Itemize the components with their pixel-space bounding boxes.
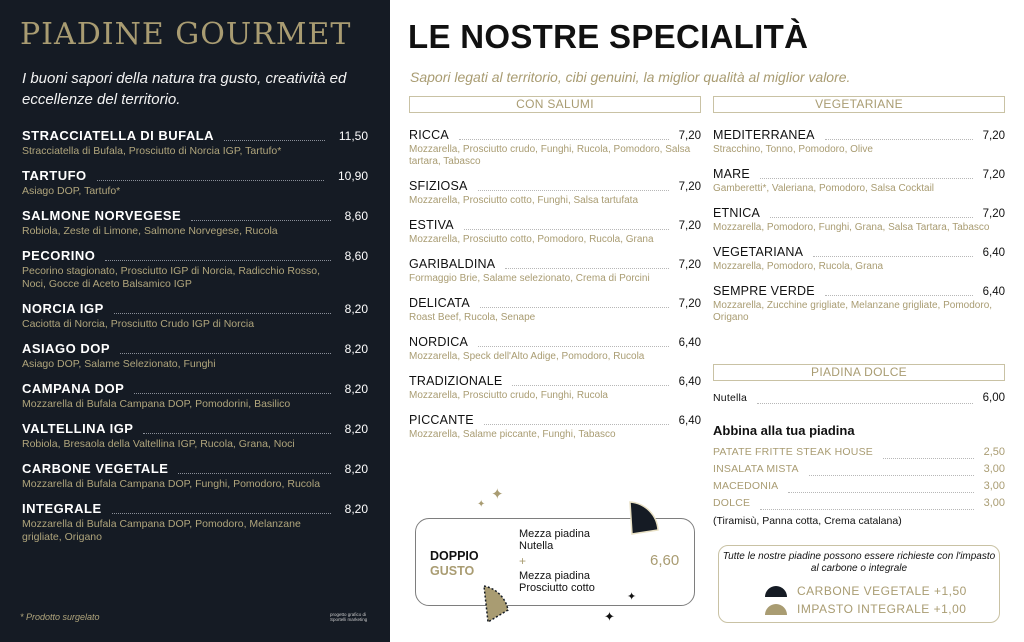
dot-leader <box>788 492 973 493</box>
dot-leader <box>757 403 973 404</box>
menu-item-row <box>22 381 368 398</box>
item-price: 3,00 <box>983 497 1005 509</box>
item-price: 8,20 <box>344 342 368 356</box>
item-ingredients: Mozzarella, Prosciutto crudo, Funghi, Rucola <box>409 390 608 401</box>
menu-item-row <box>22 168 368 185</box>
item-ingredients: Mozzarella di Bufala Campana DOP, Pomodorini, Basilico <box>22 398 291 410</box>
half-1-line-2: Nutella <box>519 540 554 552</box>
menu-item-row <box>409 335 701 351</box>
sparkle-icon: ✦ <box>604 610 615 625</box>
menu-item-row <box>409 128 701 144</box>
menu-item <box>409 218 701 246</box>
section-heading-piadina-dolce: PIADINA DOLCE <box>713 364 1005 381</box>
gusto-label: GUSTO <box>430 564 475 578</box>
menu-item <box>22 128 368 158</box>
dot-leader <box>134 393 330 394</box>
menu-item-row <box>409 218 701 234</box>
menu-item-row <box>409 257 701 273</box>
item-name: ETNICA <box>713 206 761 220</box>
item-name: DOLCE <box>713 497 751 509</box>
menu-item <box>22 381 368 411</box>
menu-item <box>713 206 1005 234</box>
item-name: PECORINO <box>22 248 96 263</box>
item-price: 11,50 <box>338 129 368 143</box>
item-price: 10,90 <box>337 169 368 183</box>
vegetariane-list <box>713 128 1005 335</box>
menu-item-row <box>22 248 368 265</box>
item-ingredients: Caciotta di Norcia, Prosciutto Crudo IGP di Norcia <box>22 318 255 330</box>
item-name: CARBONE VEGETALE <box>22 461 169 476</box>
item-price: 3,00 <box>983 480 1005 492</box>
item-name: SFIZIOSA <box>409 179 468 193</box>
menu-item <box>409 335 701 363</box>
item-ingredients: Mozzarella di Bufala Campana DOP, Pomodoro, Melanzane grigliate, Origano <box>22 518 301 543</box>
item-price: 6,40 <box>982 286 1005 298</box>
item-ingredients: Robiola, Bresaola della Valtellina IGP, Rucola, Grana, Noci <box>22 438 295 450</box>
item-ingredients: Roast Beef, Rucola, Senape <box>409 312 536 323</box>
item-price: 8,20 <box>344 382 368 396</box>
item-ingredients: Mozzarella, Speck dell'Alto Adige, Pomodoro, Rucola <box>409 351 645 362</box>
dot-leader <box>464 229 669 230</box>
menu-item-nutella <box>713 392 1005 408</box>
menu-item-row <box>713 206 1005 222</box>
item-name: VALTELLINA IGP <box>22 421 134 436</box>
menu-item <box>22 301 368 331</box>
menu-item-row <box>22 128 368 145</box>
dough-option-integrale <box>765 602 966 616</box>
item-ingredients: Stracciatella di Bufala, Prosciutto di Norcia IGP, Tartufo* <box>22 145 282 157</box>
menu-item-row <box>713 128 1005 144</box>
item-name: INTEGRALE <box>22 501 102 516</box>
dot-leader <box>480 307 669 308</box>
item-price: 7,20 <box>982 130 1005 142</box>
item-price: 8,20 <box>344 502 368 516</box>
item-price: 8,60 <box>344 249 368 263</box>
item-ingredients: Mozzarella, Salame piccante, Funghi, Tabasco <box>409 429 616 440</box>
dot-leader <box>512 385 668 386</box>
pairings-list <box>713 446 1005 527</box>
item-name: MEDITERRANEA <box>713 128 815 142</box>
menu-item <box>22 421 368 451</box>
item-name: ASIAGO DOP <box>22 341 111 356</box>
gourmet-menu-list <box>22 128 368 554</box>
sparkle-icon: ✦ <box>477 499 486 510</box>
item-name: ESTIVA <box>409 218 454 232</box>
menu-item <box>713 128 1005 156</box>
item-name: NORDICA <box>409 335 469 349</box>
dot-leader <box>224 140 325 141</box>
dot-leader <box>478 190 669 191</box>
menu-item-row <box>409 296 701 312</box>
design-credit: progetto grafico di Sportelli marketing <box>330 612 368 622</box>
frozen-product-footnote: * Prodotto surgelato <box>20 612 100 622</box>
menu-item <box>22 208 368 238</box>
item-price: 6,40 <box>678 337 701 349</box>
menu-item <box>409 413 701 441</box>
menu-item-row <box>22 421 368 438</box>
dot-leader <box>97 180 324 181</box>
item-ingredients: Robiola, Zeste di Limone, Salmone Norvegese, Rucola <box>22 225 278 237</box>
menu-item-row <box>713 167 1005 183</box>
item-price: 6,00 <box>982 392 1005 404</box>
item-ingredients: Mozzarella, Pomodoro, Rucola, Grana <box>713 261 884 272</box>
dot-leader <box>143 433 330 434</box>
menu-item <box>22 248 368 291</box>
dot-leader <box>809 475 974 476</box>
item-name: PATATE FRITTE STEAK HOUSE <box>713 446 873 458</box>
item-name: SALMONE NORVEGESE <box>22 208 182 223</box>
pairing-item <box>713 446 1005 463</box>
menu-item <box>713 245 1005 273</box>
half-2-line-1: Mezza piadina <box>519 570 590 582</box>
doppio-gusto-title <box>430 549 479 579</box>
item-name: STRACCIATELLA DI BUFALA <box>22 128 215 143</box>
item-ingredients: Gamberetti*, Valeriana, Pomodoro, Salsa Cocktail <box>713 183 935 194</box>
half-1-line-1: Mezza piadina <box>519 528 590 540</box>
menu-item <box>409 257 701 285</box>
item-price: 7,20 <box>678 220 701 232</box>
pairings-title: Abbina alla tua piadina <box>713 423 855 438</box>
dot-leader <box>825 295 973 296</box>
con-salumi-list <box>409 128 701 452</box>
item-price: 6,40 <box>678 415 701 427</box>
item-name: Nutella <box>713 392 748 404</box>
item-name: TRADIZIONALE <box>409 374 503 388</box>
item-name: NORCIA IGP <box>22 301 104 316</box>
menu-item <box>409 179 701 207</box>
item-price: 3,00 <box>983 463 1005 475</box>
dot-leader <box>112 513 331 514</box>
menu-item-row <box>22 301 368 318</box>
doppio-gusto-price: 6,60 <box>650 552 680 569</box>
sparkle-icon: ✦ <box>627 590 637 603</box>
pairing-item <box>713 497 1005 514</box>
menu-item-row <box>22 208 368 225</box>
dough-options-text: Tutte le nostre piadine possono essere richieste con l'impasto al carbone o integrale <box>722 551 996 574</box>
item-price: 6,40 <box>982 247 1005 259</box>
pairing-item <box>713 480 1005 497</box>
menu-item-row <box>409 179 701 195</box>
item-name: GARIBALDINA <box>409 257 496 271</box>
item-name: CAMPANA DOP <box>22 381 125 396</box>
half-2-line-2: Prosciutto cotto <box>519 582 595 594</box>
piadina-slice-dark-icon <box>626 500 660 536</box>
item-ingredients: Stracchino, Tonno, Pomodoro, Olive <box>713 144 873 155</box>
dot-leader <box>191 220 330 221</box>
item-ingredients: Mozzarella, Prosciutto cotto, Pomodoro, Rucola, Grana <box>409 234 654 245</box>
item-price: 7,20 <box>678 298 701 310</box>
specialties-title: LE NOSTRE SPECIALITÀ <box>408 18 809 55</box>
item-price: 2,50 <box>983 446 1005 458</box>
item-price: 8,20 <box>344 462 368 476</box>
item-ingredients: Mozzarella, Prosciutto cotto, Funghi, Salsa tartufata <box>409 195 638 206</box>
item-name: INSALATA MISTA <box>713 463 799 475</box>
item-name: DELICATA <box>409 296 470 310</box>
item-price: 8,60 <box>344 209 368 223</box>
item-name: TARTUFO <box>22 168 87 183</box>
item-price: 7,20 <box>678 181 701 193</box>
option-label: IMPASTO INTEGRALE +1,00 <box>797 602 967 616</box>
menu-item <box>409 374 701 402</box>
item-ingredients: Formaggio Brie, Salame selezionato, Crema di Porcini <box>409 273 650 284</box>
item-price: 8,20 <box>344 302 368 316</box>
sparkle-icon: ✦ <box>491 485 504 503</box>
item-name: RICCA <box>409 128 449 142</box>
menu-item-row <box>409 374 701 390</box>
item-ingredients: Asiago DOP, Tartufo* <box>22 185 121 197</box>
menu-item-row <box>409 413 701 429</box>
dot-leader <box>770 217 973 218</box>
charcoal-dough-icon <box>765 586 787 597</box>
menu-item-row <box>22 341 368 358</box>
piadina-slice-gold-icon <box>476 584 510 624</box>
item-name: PICCANTE <box>409 413 474 427</box>
item-name: VEGETARIANA <box>713 245 804 259</box>
menu-item <box>22 341 368 371</box>
dot-leader <box>760 178 973 179</box>
menu-item <box>22 461 368 491</box>
specialties-subtitle: Sapori legati al territorio, cibi genuini, la miglior qualità al miglior valore. <box>410 69 851 85</box>
dot-leader <box>505 268 668 269</box>
item-price: 6,40 <box>678 376 701 388</box>
option-label: CARBONE VEGETALE +1,50 <box>797 584 967 598</box>
menu-item-row <box>22 461 368 478</box>
menu-item <box>409 128 701 168</box>
item-price: 7,20 <box>982 208 1005 220</box>
menu-item <box>22 168 368 198</box>
item-price: 8,20 <box>344 422 368 436</box>
item-ingredients: Mozzarella, Prosciutto crudo, Funghi, Rucola, Pomodoro, Salsa tartara, Tabasco <box>409 144 691 167</box>
pairing-item <box>713 463 1005 480</box>
doppio-gusto-items <box>519 528 595 594</box>
piadina-dolce-list <box>713 392 1005 408</box>
item-ingredients: Mozzarella di Bufala Campana DOP, Funghi, Pomodoro, Rucola <box>22 478 321 490</box>
menu-item <box>713 167 1005 195</box>
dot-leader <box>825 139 973 140</box>
menu-item-row <box>22 501 368 518</box>
gourmet-panel <box>0 0 390 642</box>
doppio-label: DOPPIO <box>430 549 479 563</box>
menu-item <box>22 501 368 544</box>
gourmet-title: PIADINE GOURMET <box>20 17 352 52</box>
dot-leader <box>105 260 330 261</box>
menu-item <box>713 284 1005 324</box>
menu-item-row <box>713 245 1005 261</box>
plus-icon: + <box>519 554 527 568</box>
dot-leader <box>760 509 973 510</box>
section-heading-vegetariane: VEGETARIANE <box>713 96 1005 113</box>
dessert-options-note: (Tiramisù, Panna cotta, Crema catalana) <box>713 515 902 527</box>
dot-leader <box>484 424 669 425</box>
dot-leader <box>178 473 330 474</box>
gourmet-subtitle: I buoni sapori della natura tra gusto, creatività ed eccellenze del territorio. <box>22 70 347 108</box>
item-name: MACEDONIA <box>713 480 779 492</box>
dough-option-carbone <box>765 584 967 598</box>
dot-leader <box>459 139 669 140</box>
wholegrain-dough-icon <box>765 604 787 615</box>
dot-leader <box>478 346 669 347</box>
item-name: SEMPRE VERDE <box>713 284 815 298</box>
dot-leader <box>114 313 331 314</box>
item-price: 7,20 <box>982 169 1005 181</box>
item-ingredients: Mozzarella, Pomodoro, Funghi, Grana, Salsa Tartara, Tabasco <box>713 222 990 233</box>
item-ingredients: Mozzarella, Zucchine grigliate, Melanzane grigliate, Pomodoro, Origano <box>713 300 993 323</box>
dot-leader <box>813 256 972 257</box>
section-heading-con-salumi: CON SALUMI <box>409 96 701 113</box>
item-price: 7,20 <box>678 130 701 142</box>
menu-item <box>409 296 701 324</box>
item-price: 7,20 <box>678 259 701 271</box>
dot-leader <box>883 458 974 459</box>
dot-leader <box>120 353 331 354</box>
item-name: MARE <box>713 167 750 181</box>
item-ingredients: Pecorino stagionato, Prosciutto IGP di Norcia, Radicchio Rosso, Noci, Gocce di Aceto Balsamico IGP <box>22 265 321 290</box>
item-ingredients: Asiago DOP, Salame Selezionato, Funghi <box>22 358 216 370</box>
menu-item-row <box>713 284 1005 300</box>
